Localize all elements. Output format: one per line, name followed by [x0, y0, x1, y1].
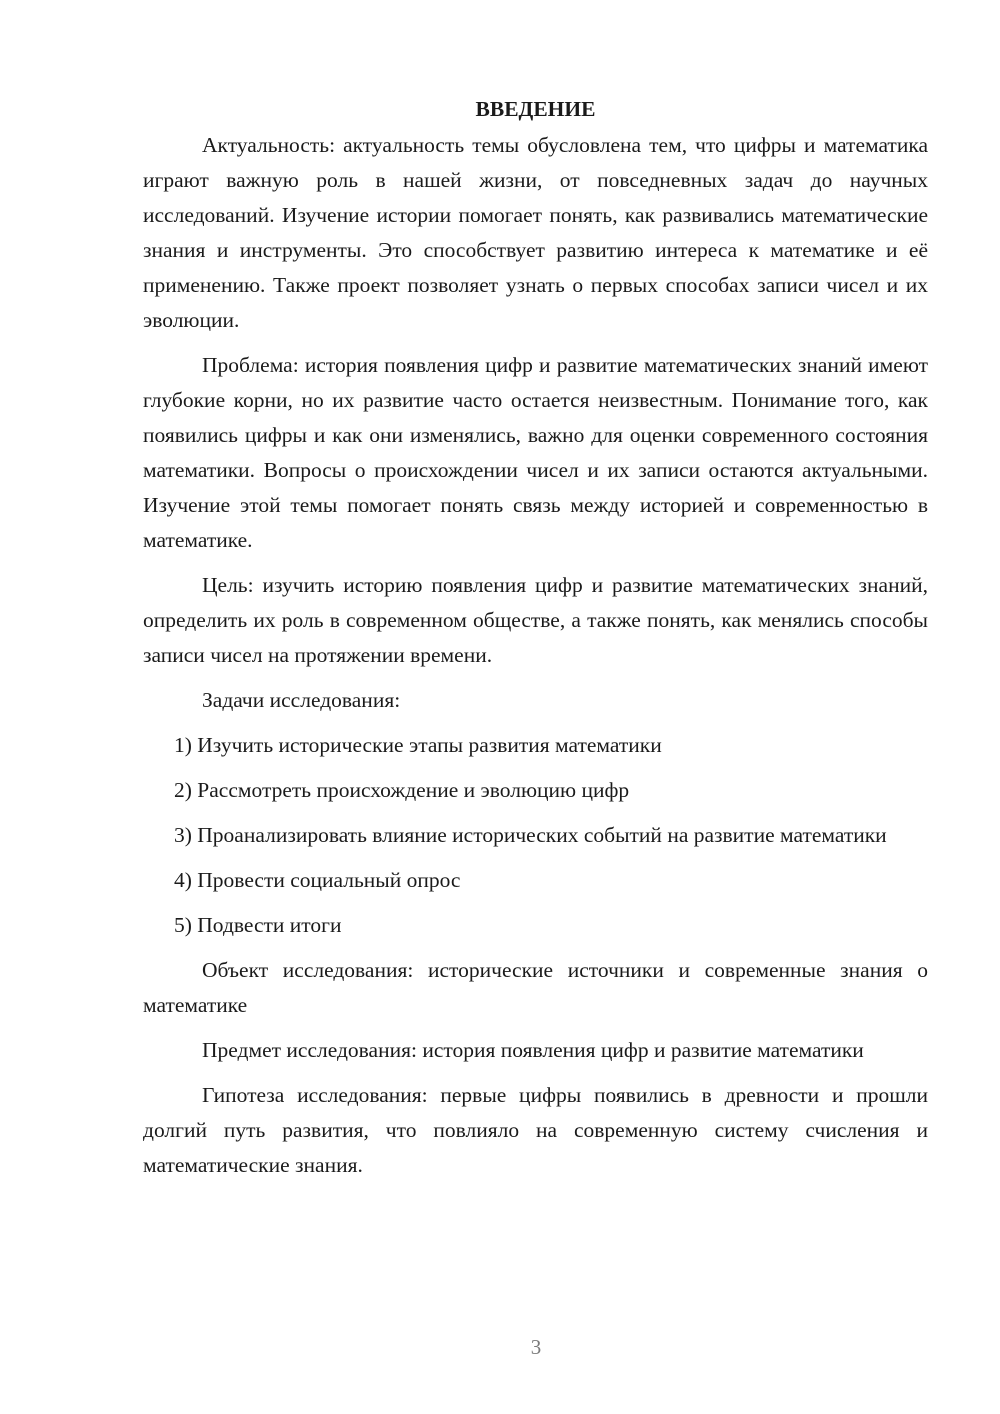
hypothesis-paragraph: Гипотеза исследования: первые цифры появились в древности и прошли долгий путь развития, что повлияло на современную систему счисления и математические знания.	[143, 1083, 928, 1177]
task-item-4: 4) Провести социальный опрос	[174, 868, 461, 892]
task-item-2: 2) Рассмотреть происхождение и эволюцию цифр	[174, 778, 630, 802]
relevance-paragraph: Актуальность: актуальность темы обусловлена тем, что цифры и математика играют важную роль в нашей жизни, от повседневных задач до научных исследований. Изучение истории помогает понять, как развивались математические знания и инструменты. Это способствует развитию интереса к математике и её применению. Также проект позволяет узнать о первых способах записи чисел и их эволюции.	[143, 133, 928, 332]
problem-paragraph: Проблема: история появления цифр и развитие математических знаний имеют глубокие корни, но их развитие часто остается неизвестным. Понимание того, как появились цифры и как они изменялись, важно для оценки современного состояния математики. Вопросы о происхождении чисел и их записи остаются актуальными. Изучение этой темы помогает понять связь между историей и современностью в математике.	[143, 353, 928, 552]
task-item-1: 1) Изучить исторические этапы развития математики	[174, 733, 662, 757]
page-number: 3	[530, 1335, 542, 1359]
task-item-3: 3) Проанализировать влияние исторических событий на развитие математики	[174, 823, 887, 847]
subject-paragraph: Предмет исследования: история появления цифр и развитие математики	[202, 1038, 864, 1062]
object-paragraph: Объект исследования: исторические источники и современные знания о математике	[143, 958, 928, 1017]
tasks-heading: Задачи исследования:	[202, 688, 401, 712]
goal-paragraph: Цель: изучить историю появления цифр и развитие математических знаний, определить их роль в современном обществе, а также понять, как менялись способы записи чисел на протяжении времени.	[143, 573, 928, 667]
section-title: ВВЕДЕНИЕ	[475, 97, 596, 121]
document-page	[143, 92, 928, 1183]
task-item-5: 5) Подвести итоги	[174, 913, 342, 937]
